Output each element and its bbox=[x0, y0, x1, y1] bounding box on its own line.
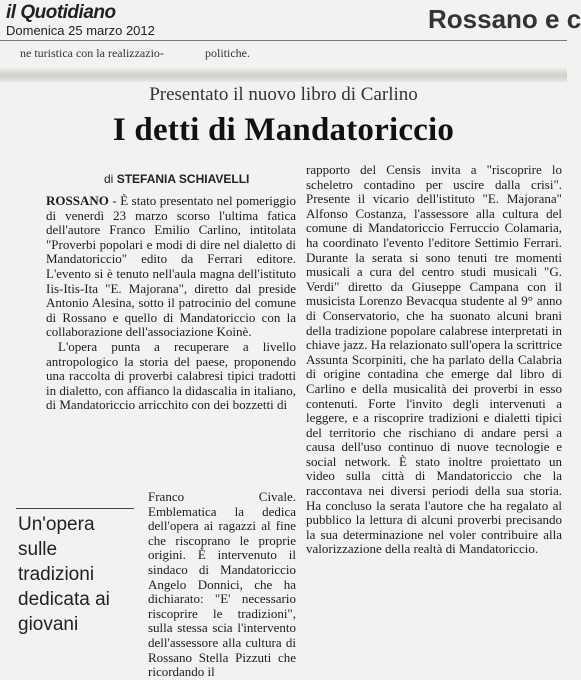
byline-prefix: di bbox=[104, 172, 114, 186]
article-kicker: Presentato il nuovo libro di Carlino bbox=[149, 84, 418, 105]
newspaper-masthead: il Quotidiano bbox=[6, 2, 116, 23]
author-name: STEFANIA SCHIAVELLI bbox=[116, 172, 250, 186]
article-column-1 bbox=[46, 194, 296, 493]
issue-date: Domenica 25 marzo 2012 bbox=[6, 23, 155, 38]
article-column-1-continued bbox=[148, 489, 296, 680]
previous-article-snippet: politiche. bbox=[205, 46, 250, 60]
article-paragraph: rapporto del Censis invita a "riscoprire lo scheletro contadino per uscire dalla crisi". Presente il vicario dell'istituto "E. Majorana" Alfonso Costanza, l'assessore alla cultura del comune di Mandatoriccio Ferruccio Colamaria, ha coordinato l'evento l'editore Settimio Ferrari. Durante la serata si sono tenuti tre momenti musicali a cura del centro studi musicali "G. Verdi" diretto da Giuseppe Campana con il musicista Lorenzo Bevacqua studente al 9° anno di Conservatorio, che ha suonato alcuni brani della tradizione popolare calabrese interpretati in chiave jazz. Ha relazionato sull'opera la scrittrice Assunta Scorpiniti, che ha parlato della Calabria di origine contadina che emerge dal libro di Carlino e della musicalità dei proverbi in esso contenuti. Forte l'invito degli intervenuti a leggere, e a riscoprire tradizioni e dialetti tipici del territorio che rischiano di andare persi a causa dell'uso continuo di nuove tecnologie e social network. È stato inoltre proiettato un video sulla città di Mandatoriccio che la raccontava nei diversi periodi della sua storia. Ha concluso la serata l'autore che ha regalato al pubblico la lettura di alcuni proverbi precisando la sua determinazione nel voler contribuire alla valorizzazione della realtà di Mandatoriccio. bbox=[306, 162, 562, 557]
previous-article-snippet: ne turistica con la realizzazio- bbox=[20, 46, 164, 60]
section-title: Rossano e c bbox=[428, 4, 581, 34]
article-column-2 bbox=[306, 163, 562, 585]
article-paragraph: L'opera punta a recuperare a livello antropologico la storia del paese, proponendo una raccolta di proverbi calabresi tipici tradotti in dialetto, con affianco la didascalia in italiano, di Mandatoriccio arricchito con dei bozzetti di bbox=[46, 338, 296, 413]
article-byline bbox=[104, 172, 249, 186]
paper-fold bbox=[0, 68, 567, 82]
dateline: ROSSANO bbox=[46, 193, 109, 208]
pull-quote: Un'opera sulle tradizioni dedicata ai giovani bbox=[18, 514, 110, 635]
article-paragraph: ROSSANO - È stato presentato nel pomeriggio di venerdì 23 marzo scorso l'ultima fatica dell'autore Franco Emilio Carlino, intitolata "Proverbi popolari e modi di dire nel dialetto di Mandatoriccio" edito da Ferrari editore. L'evento si è tenuto nell'aula magna dell'istituto Iis-Itis-Ita "E. Majorana", diretto dal preside Antonio Alesina, sotto il patrocinio del comune di Rossano e quello di Mandatoriccio con la collaborazione dell'associazione Koinè. bbox=[46, 193, 296, 340]
header-rule bbox=[0, 40, 567, 41]
article-paragraph: Franco Civale. Emblematica la dedica dell'opera ai ragazzi al fine che riscoprano le proprie origini. È intervenuto il sindaco di Mandatoriccio Angelo Donnici, che ha dichiarato: "E' necessario riscoprire le tradizioni", sulla stessa scia l'intervento dell'assessore alla cultura di Rossano Stella Pizzuti che ricordando il bbox=[148, 489, 296, 680]
article-headline: I detti di Mandatoriccio bbox=[112, 112, 455, 148]
pull-quote-rule bbox=[16, 508, 134, 509]
